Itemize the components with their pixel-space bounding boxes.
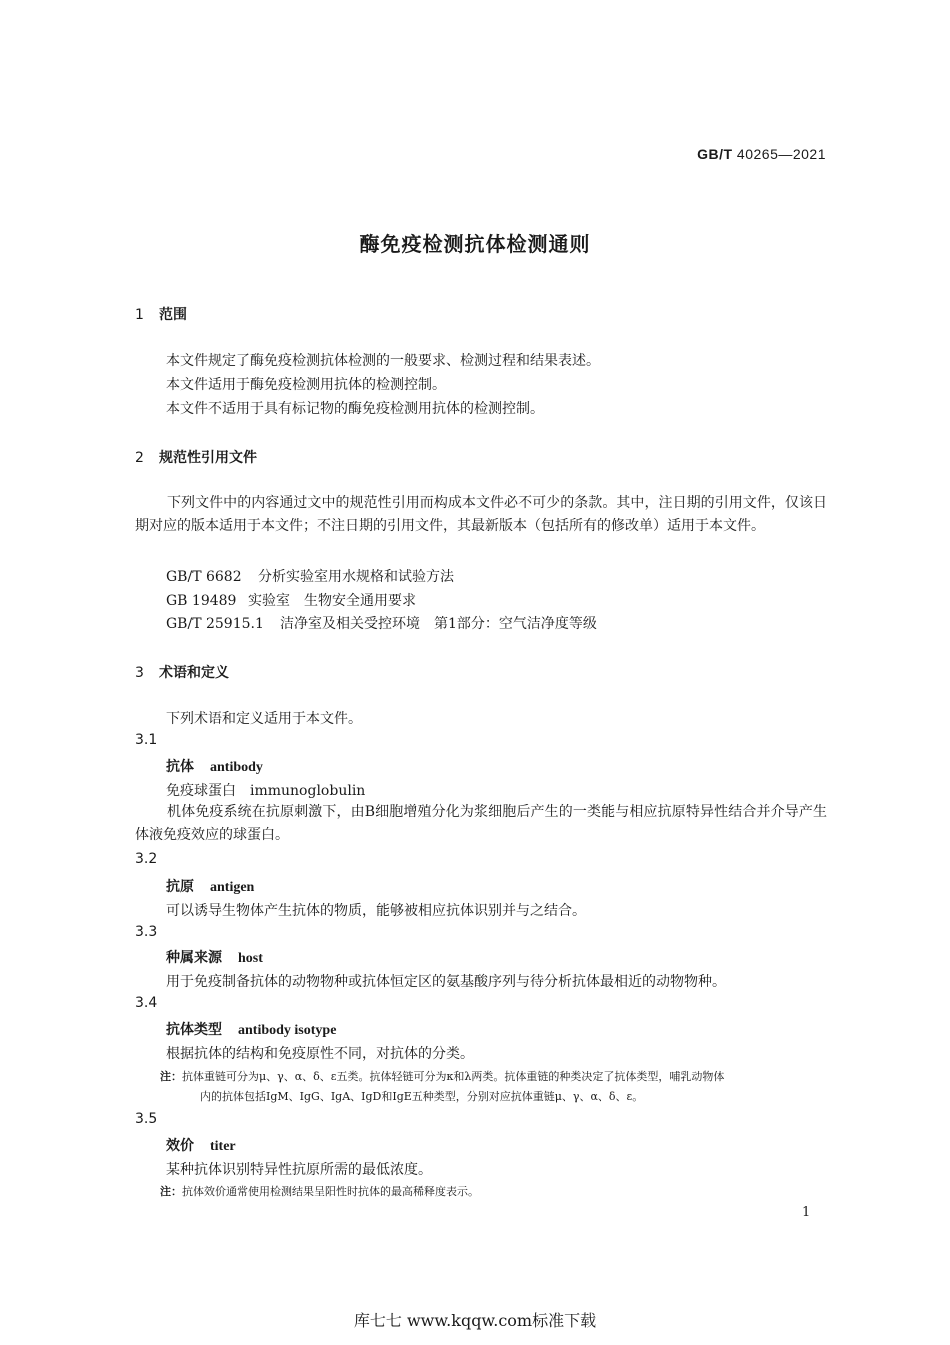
term-heading	[166, 756, 263, 776]
term-heading	[166, 1019, 336, 1039]
term-zh: 抗体类型	[166, 1022, 222, 1038]
term-zh: 抗原	[166, 879, 194, 895]
reference-title: 分析实验室用水规格和试验方法	[258, 569, 454, 585]
reference-item	[166, 566, 454, 586]
term-number: 3.1	[135, 732, 158, 748]
section-2-heading: 2 规范性引用文件	[135, 450, 257, 466]
term-note	[160, 1068, 724, 1084]
standard-prefix: GB/T	[697, 146, 733, 162]
note-text: 抗体效价通常使用检测结果呈阳性时抗体的最高稀释度表示。	[182, 1185, 479, 1198]
term-heading	[166, 947, 263, 967]
page-number: 1	[802, 1205, 811, 1220]
section-1-heading: 1 范围	[135, 307, 187, 323]
term-zh: 种属来源	[166, 950, 222, 966]
term-note	[160, 1183, 479, 1199]
section-3-intro: 下列术语和定义适用于本文件。	[166, 711, 362, 727]
document-title: 酶免疫检测抗体检测通则	[359, 232, 591, 256]
reference-code: GB 19489	[166, 593, 237, 609]
term-en: titer	[210, 1139, 236, 1154]
note-label: 注：	[160, 1185, 182, 1198]
term-heading	[166, 876, 254, 896]
term-en: host	[238, 951, 263, 966]
section-1-line-1: 本文件规定了酶免疫检测抗体检测的一般要求、检测过程和结果表述。	[166, 353, 600, 369]
reference-item	[166, 613, 597, 633]
reference-item	[166, 590, 416, 610]
reference-code: GB/T 25915.1	[166, 616, 264, 632]
term-definition: 机体免疫系统在抗原刺激下，由B细胞增殖分化为浆细胞后产生的一类能与相应抗原特异性结合并介导产生体液免疫效应的球蛋白。	[135, 804, 827, 843]
standard-number: 40265—2021	[736, 146, 826, 162]
section-1-line-3: 本文件不适用于具有标记物的酶免疫检测用抗体的检测控制。	[166, 401, 544, 417]
term-alternative: 免疫球蛋白 immunoglobulin	[166, 783, 366, 799]
note-label: 注：	[160, 1070, 182, 1083]
term-number: 3.5	[135, 1111, 158, 1127]
standard-code	[697, 146, 826, 162]
term-number: 3.4	[135, 995, 158, 1011]
term-zh: 抗体	[166, 759, 194, 775]
term-number: 3.3	[135, 924, 158, 940]
term-note-continued: 内的抗体包括IgM、IgG、IgA、IgD和IgE五种类型，分别对应抗体重链μ、γ、α、δ、ε。	[200, 1090, 644, 1103]
note-text: 抗体重链可分为μ、γ、α、δ、ε五类。抗体轻链可分为κ和λ两类。抗体重链的种类决定了抗体类型，哺乳动物体	[182, 1070, 725, 1083]
term-en: antigen	[210, 880, 255, 895]
reference-title: 实验室 生物安全通用要求	[248, 593, 416, 609]
term-definition: 根据抗体的结构和免疫原性不同，对抗体的分类。	[166, 1046, 474, 1062]
section-2-intro: 下列文件中的内容通过文中的规范性引用而构成本文件必不可少的条款。其中，注日期的引用文件，仅该日期对应的版本适用于本文件；不注日期的引用文件，其最新版本（包括所有的修改单）适用于本文件。	[135, 495, 827, 534]
footer-watermark: 库七七 www.kqqw.com标准下载	[353, 1311, 597, 1330]
term-definition: 某种抗体识别特异性抗原所需的最低浓度。	[166, 1162, 432, 1178]
term-heading	[166, 1135, 236, 1155]
term-definition: 可以诱导生物体产生抗体的物质，能够被相应抗体识别并与之结合。	[166, 903, 586, 919]
reference-title: 洁净室及相关受控环境 第1部分：空气洁净度等级	[280, 616, 597, 632]
section-3-heading: 3 术语和定义	[135, 665, 229, 681]
term-definition: 用于免疫制备抗体的动物物种或抗体恒定区的氨基酸序列与待分析抗体最相近的动物物种。	[166, 974, 726, 990]
term-en: antibody isotype	[238, 1023, 337, 1038]
term-en: antibody	[210, 760, 263, 775]
reference-code: GB/T 6682	[166, 569, 242, 585]
term-zh: 效价	[166, 1138, 194, 1154]
section-1-line-2: 本文件适用于酶免疫检测用抗体的检测控制。	[166, 377, 446, 393]
term-number: 3.2	[135, 851, 158, 867]
